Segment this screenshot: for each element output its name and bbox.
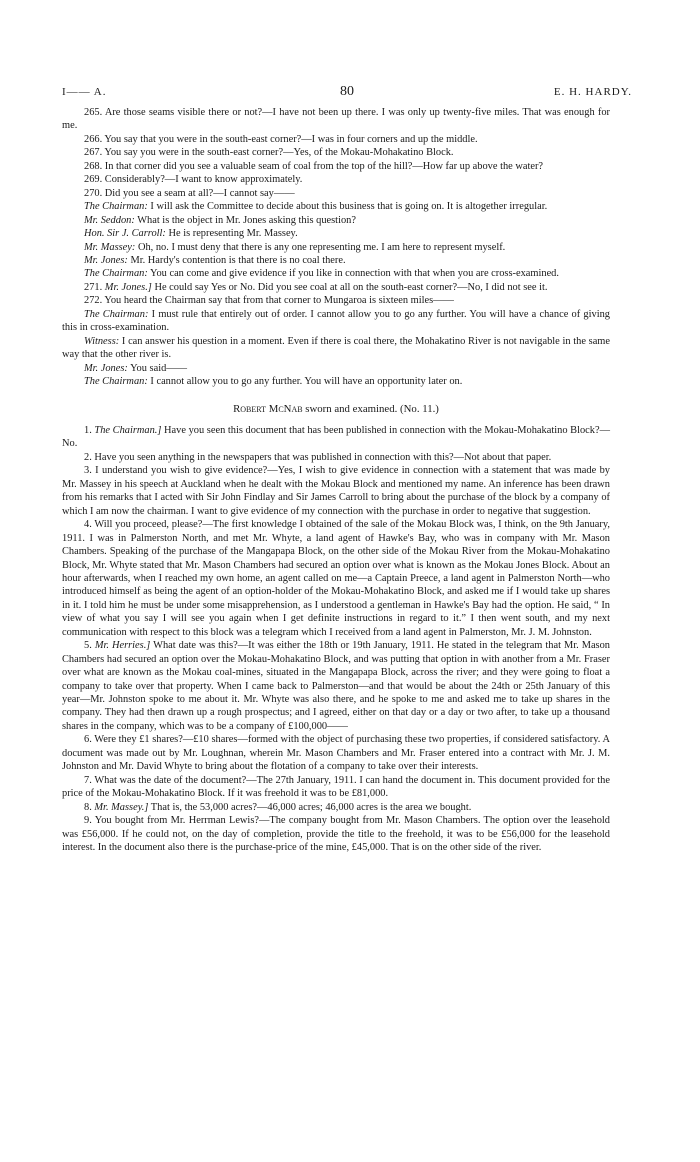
paragraph-text: You can come and give evidence if you like in connection with that when you are cross-examined. (147, 268, 559, 280)
paragraph-text: 268. In that corner did you see a valuable seam of coal from the top of the hill?—How far up above the water? (84, 160, 544, 172)
speaker-name: The Chairman: (84, 201, 148, 213)
paragraph-text: Mr. Hardy's contention is that there is no coal there. (127, 254, 346, 266)
paragraph-text: 265. Are those seams visible there or not?—I have not been up there. I was only up twenty-five miles. That was enough for me. (62, 107, 610, 132)
paragraph (62, 733, 610, 773)
paragraph (62, 200, 610, 213)
paragraph (62, 464, 610, 518)
paragraph (62, 451, 610, 464)
paragraph-text: 270. Did you see a seam at all?—I cannot say—— (84, 187, 295, 199)
witness-name: Robert McNab (233, 402, 303, 415)
paragraph (62, 375, 610, 388)
paragraph-text: I must rule that entirely out of order. I cannot allow you to go any further. You will have a chance of giving this in cross-examination. (62, 308, 610, 334)
speaker-name: Mr. Massey: (84, 241, 136, 253)
paragraph (62, 308, 610, 335)
section-heading-text: sworn and examined. (No. 11.) (302, 402, 439, 415)
paragraph-text: 2. Have you seen anything in the newspapers that was published in connection with this?—Not about that paper. (84, 451, 552, 463)
paragraph-text: What is the object in Mr. Jones asking this question? (134, 214, 356, 226)
paragraph (62, 214, 610, 227)
section-heading (62, 403, 610, 416)
paragraph-text: 266. You say that you were in the south-east corner?—I was in four corners and up the middle. (84, 133, 478, 145)
paragraph-text: 4. Will you proceed, please?—The first knowledge I obtained of the sale of the Mokau Block was, I think, on the 9th January, 1911. I was in Palmerston North, and met Mr. Whyte, a land agent of Hawke's Bay, who was in company with Mr. Mason Chambers. Speaking of the purchase of the Mangapapa Block, on the other side of the Mokau River from the Mokau-Mohakatino Block, Mr. Whyte stated that Mr. Mason Chambers had secured an option over what is known as the Mokau Jones Block. About an hour afterwards, when I reached my own home, an agent called on me—a Captain Preece, a land agent in Palmerston North—who introduced himself as being the agent of an option-holder of the Mokau-Mohakatino Block, and asked me if I would take up shares in it. I told him he must be under some misapprehension, as I understood a gentleman in Hawke's Bay had the option. He said, “ In view of what you say I will see you again when I get definite instructions in regard to it.” I then went south, and my next communication with respect to this block was a telegram which I received from a land agent in Palmerston, Mr. J. M. Johnston. (62, 519, 610, 638)
paragraph (62, 281, 610, 294)
paragraph-text: 272. You heard the Chairman say that from that corner to Mungaroa is sixteen miles—— (84, 295, 454, 307)
paragraph (62, 133, 610, 146)
speaker-name: Mr. Massey.] (94, 801, 149, 813)
speaker-name: Mr. Jones: (84, 254, 128, 266)
paragraph-text: 7. What was the date of the document?—The 27th January, 1911. I can hand the document in. This document provided for the price of the Mokau-Mohakatino Block. If it was freehold it was to be £81,000. (62, 774, 610, 800)
paragraph (62, 173, 610, 186)
paragraph-text: That is, the 53,000 acres?—46,000 acres; 46,000 acres is the area we bought. (148, 801, 472, 813)
header-parliamentary-ref: I—— A. (62, 86, 107, 98)
question-number: 1. (84, 424, 92, 436)
paragraph-text: Have you seen this document that has been published in connection with the Mokau-Mohakatino Block?—No. (62, 424, 610, 450)
paragraph (62, 106, 610, 133)
paragraph (62, 814, 610, 854)
paragraph-text: 6. Were they £1 shares?—£10 shares—formed with the object of purchasing these two properties, if considered satisfactory. A document was made out by Mr. Loughnan, wherein Mr. Mason Chambers and Mr. Fraser entered into a contract with Mr. J. M. Johnston and Mr. David Whyte to bring about the flotation of a company to take over their interests. (62, 734, 610, 773)
page-number: 80 (340, 84, 354, 99)
paragraph-text: 3. I understand you wish to give evidence?—Yes, I wish to give evidence in connection with a statement that was made by Mr. Massey in his speech at Auckland when he dealt with the Mokau Block and mentioned my name. An inference has been drawn from his remarks that I acted with Sir John Findlay and Sir James Carroll to bring about the purchase of the block by a company of which I am now the chairman. I want to give evidence of my connection with the purchase in order to negative that suggestion. (62, 465, 610, 517)
paragraph (62, 639, 610, 733)
speaker-name: The Chairman: (84, 308, 149, 320)
paragraph (62, 424, 610, 451)
paragraph-text: You said—— (127, 362, 188, 374)
paragraph-text: 269. Considerably?—I want to know approximately. (84, 174, 303, 186)
document-body (62, 106, 610, 854)
paragraph-text: I can answer his question in a moment. Even if there is coal there, the Mohakatino River is not navigable in the same way that the other river is. (62, 335, 610, 361)
speaker-name: The Chairman: (84, 268, 148, 280)
paragraph (62, 160, 610, 173)
mcnab-examination-section (62, 424, 610, 855)
paragraph-text: 9. You bought from Mr. Herrman Lewis?—The company bought from Mr. Mason Chambers. The option over the leasehold was £56,000. If he could not, on the day of completion, provide the title to the freehold, it was to be £56,000 for the leasehold interest. In the document also there is the purchase-price of the mine, £45,000. That is on the other side of the river. (62, 815, 610, 854)
paragraph-text: 267. You say you were in the south-east corner?—Yes, of the Mokau-Mohakatino Block. (84, 147, 454, 159)
speaker-name: Mr. Herries.] (94, 640, 151, 652)
paragraph-text: What date was this?—It was either the 18th or 19th January, 1911. He stated in the telegram that Mr. Mason Chambers had secured an option over the Mokau-Mohakatino Block, and was putting that option in with another from a Mr. Fraser over what are known as the Mokau coal-mines, situated in the Mangapapa Block, across the river; and they were going to float a company to take over that property. When I came back to Palmerston—and that would be about the 24th or 25th January of this year—Mr. Johnston spoke to me about it. Mr. Whyte was also there, and he spoke to me and asked me to take up shares in the company. They had then drawn up a rough prospectus; and I agreed, either on that day or a day or two after, to take up a thousand shares in the company, which was to be a company of £100,000—— (62, 640, 610, 732)
speaker-name: The Chairman: (84, 376, 148, 388)
page-header (62, 86, 632, 104)
speaker-name: Witness: (84, 335, 120, 347)
paragraph-text: He could say Yes or No. Did you see coal at all on the south-east corner?—No, I did not see it. (151, 281, 548, 293)
question-number: 271. (84, 281, 103, 293)
paragraph (62, 241, 610, 254)
paragraph (62, 774, 610, 801)
paragraph (62, 518, 610, 639)
paragraph (62, 227, 610, 240)
paragraph (62, 294, 610, 307)
paragraph-text: He is representing Mr. Massey. (165, 228, 298, 240)
question-number: 5. (84, 640, 92, 652)
paragraph-text: I will ask the Committee to decide about this business that is going on. It is altogether irregular. (147, 201, 548, 213)
speaker-name: Mr. Jones.] (104, 281, 152, 293)
header-witness-name: E. H. HARDY. (553, 86, 632, 98)
paragraph-text: Oh, no. I must deny that there is any one representing me. I am here to represent myself. (135, 241, 506, 253)
question-number: 8. (84, 801, 92, 813)
paragraph (62, 362, 610, 375)
speaker-name: Hon. Sir J. Carroll: (84, 228, 166, 240)
paragraph (62, 187, 610, 200)
paragraph (62, 254, 610, 267)
paragraph (62, 267, 610, 280)
speaker-name: The Chairman.] (94, 424, 162, 436)
speaker-name: Mr. Seddon: (84, 214, 135, 226)
paragraph-text: I cannot allow you to go any further. You will have an opportunity later on. (147, 376, 463, 388)
paragraph (62, 146, 610, 159)
hardy-examination-section (62, 106, 610, 389)
speaker-name: Mr. Jones: (84, 362, 128, 374)
paragraph (62, 801, 610, 814)
paragraph (62, 335, 610, 362)
